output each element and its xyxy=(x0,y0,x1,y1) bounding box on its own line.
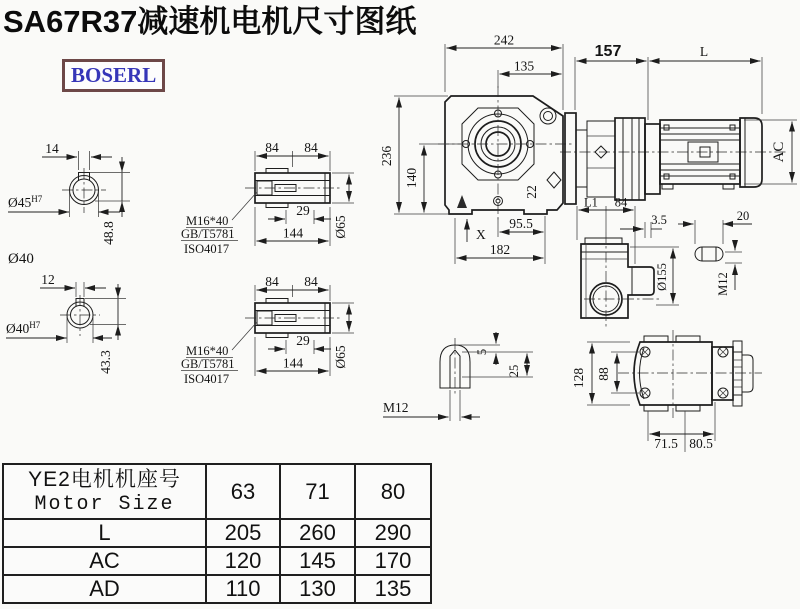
dim-l: L xyxy=(699,44,709,59)
shaft-end-view-45 xyxy=(8,141,130,267)
size-71: 71 xyxy=(280,464,355,519)
L-71: 260 xyxy=(280,519,355,547)
label-std1-2: GB/T5781 xyxy=(181,357,235,371)
dim-144-2: 144 xyxy=(282,355,304,371)
dim-140: 140 xyxy=(404,167,419,189)
L-63: 205 xyxy=(206,519,280,547)
dim-29: 29 xyxy=(296,203,310,218)
AD-80: 135 xyxy=(355,575,431,603)
dim-m12-tip: M12 xyxy=(383,400,409,415)
label-std1: GB/T5781 xyxy=(181,227,235,241)
dim-3-5: 3.5 xyxy=(651,213,667,227)
dim-od-65-2: Ø65 xyxy=(333,345,348,369)
dim-155: Ø155 xyxy=(655,263,669,291)
dim-84-b2: 84 xyxy=(304,274,318,289)
row-label-AC: AC xyxy=(3,547,206,575)
gearbox-top-view xyxy=(571,330,762,452)
AD-71: 130 xyxy=(280,575,355,603)
AC-71: 145 xyxy=(280,547,355,575)
dim-m12-key: M12 xyxy=(716,272,730,296)
dim-80-5: 80.5 xyxy=(689,436,713,451)
page-title: SA67R37减速机电机尺寸图纸 xyxy=(3,4,417,39)
dim-84-b: 84 xyxy=(304,140,318,155)
keyseat-detail xyxy=(678,209,752,296)
gearbox-front-view xyxy=(379,33,572,265)
dim-20: 20 xyxy=(736,209,750,223)
boserl-logo-text: BOSERL xyxy=(71,63,157,87)
dim-182: 182 xyxy=(489,242,511,257)
motor-side-elevation xyxy=(560,43,797,204)
shaft-tip-detail xyxy=(383,332,533,421)
header-cn: YE2电机机座号 xyxy=(28,467,181,491)
dim-29-2: 29 xyxy=(296,333,310,348)
table-row-AD xyxy=(3,575,431,603)
table-row-L xyxy=(3,519,431,547)
dim-84-side: 84 xyxy=(614,195,628,210)
dim-88: 88 xyxy=(596,367,611,381)
dim-bore-45: $Ø45^{H7}$ xyxy=(8,194,43,210)
dim-128: 128 xyxy=(571,367,586,389)
AC-63: 120 xyxy=(206,547,280,575)
header-en: Motor Size xyxy=(34,492,175,516)
dim-bore-40: $Ø40^{H7}$ xyxy=(6,320,41,336)
table-row-AC xyxy=(3,547,431,575)
table-header-row xyxy=(3,464,431,519)
AD-63: 110 xyxy=(206,575,280,603)
dim-od-65: Ø65 xyxy=(333,215,348,239)
view-label-x: X xyxy=(476,227,486,242)
size-63: 63 xyxy=(206,464,280,519)
dim-95-5: 95.5 xyxy=(509,216,533,231)
dim-keyway-12: 12 xyxy=(41,272,55,287)
dim-5: 5 xyxy=(475,348,489,356)
dim-l1: L1 xyxy=(584,195,598,210)
L-80: 290 xyxy=(355,519,431,547)
dim-84-a: 84 xyxy=(265,140,279,155)
dim-236: 236 xyxy=(379,145,394,167)
table-header-label xyxy=(3,464,206,519)
label-bolt-2: M16*40 xyxy=(186,344,229,358)
dim-keyway-14: 14 xyxy=(45,141,59,156)
dim-144: 144 xyxy=(282,225,304,241)
row-label-AD: AD xyxy=(3,575,206,603)
dim-43-3: 43.3 xyxy=(98,350,113,374)
label-od-40: Ø40 xyxy=(8,251,34,267)
dim-22: 22 xyxy=(524,185,539,199)
dim-48-8: 48.8 xyxy=(101,221,116,245)
label-bolt: M16*40 xyxy=(186,214,229,228)
dim-ac: AC xyxy=(771,141,787,163)
AC-80: 170 xyxy=(355,547,431,575)
motor-size-table xyxy=(2,463,432,604)
label-std2: ISO4017 xyxy=(184,242,230,256)
row-label-L: L xyxy=(3,519,206,547)
dim-135: 135 xyxy=(513,58,535,74)
shaft-end-view-40 xyxy=(6,272,126,374)
dim-242: 242 xyxy=(493,32,515,48)
dim-71-5: 71.5 xyxy=(654,436,678,451)
dim-84-a2: 84 xyxy=(265,274,279,289)
sleeve-section-1 xyxy=(181,140,354,256)
gearbox-side-view xyxy=(577,196,679,329)
dim-157: 157 xyxy=(594,43,622,60)
label-std2-2: ISO4017 xyxy=(184,372,230,386)
dim-25: 25 xyxy=(507,364,521,378)
sleeve-section-2 xyxy=(181,274,354,386)
size-80: 80 xyxy=(355,464,431,519)
